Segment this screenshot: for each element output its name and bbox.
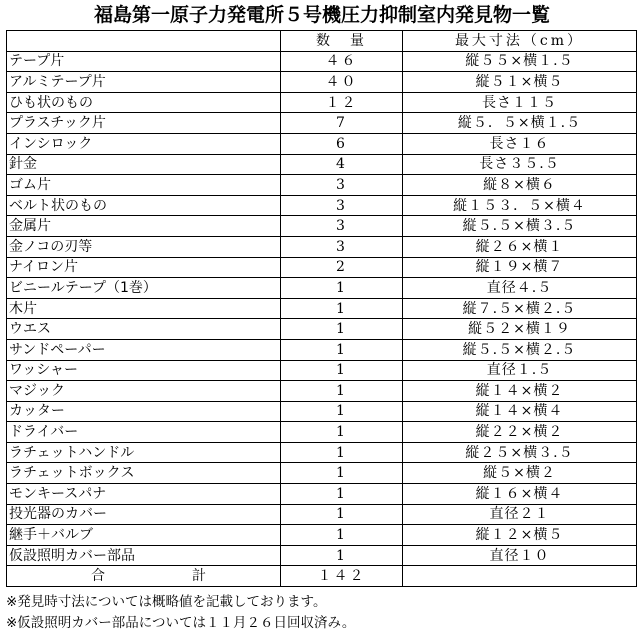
- item-name: 金属片: [7, 216, 281, 237]
- item-size: 縦１６×横４: [403, 484, 637, 505]
- item-size: 縦２５×横３.５: [403, 442, 637, 463]
- item-size: 縦１４×横２: [403, 381, 637, 402]
- item-size: 直径２１: [403, 504, 637, 525]
- item-name: ゴム片: [7, 175, 281, 196]
- item-name: カッター: [7, 401, 281, 422]
- footnote: ※仮設照明カバー部品については１１月２６日回収済み。: [6, 615, 356, 631]
- total-label: [7, 566, 281, 587]
- item-name: ナイロン片: [7, 257, 281, 278]
- item-name: ラチェットハンドル: [7, 442, 281, 463]
- item-quantity: 1: [281, 484, 403, 505]
- table-row: [7, 484, 637, 505]
- table-row: [7, 381, 637, 402]
- total-label-left: 合: [91, 568, 105, 585]
- item-quantity: ４０: [281, 72, 403, 93]
- item-size: 縦５．５×横１.５: [403, 113, 637, 134]
- item-name: 仮設照明カバー部品: [7, 545, 281, 566]
- table-row: [7, 401, 637, 422]
- table-row: [7, 298, 637, 319]
- item-quantity: 1: [281, 422, 403, 443]
- item-name: ウエス: [7, 319, 281, 340]
- table-row: [7, 236, 637, 257]
- table-header-row: [7, 31, 637, 52]
- item-size: 縦２６×横１: [403, 236, 637, 257]
- item-name: 針金: [7, 154, 281, 175]
- item-quantity: 1: [281, 545, 403, 566]
- item-quantity: 1: [281, 339, 403, 360]
- table-row: [7, 154, 637, 175]
- table-row: [7, 133, 637, 154]
- total-label-right: 計: [192, 568, 206, 585]
- item-size: 縦７.５×横２.５: [403, 298, 637, 319]
- table-row: [7, 216, 637, 237]
- document-title: 福島第一原子力発電所５号機圧力抑制室内発見物一覧: [93, 4, 550, 26]
- item-size: 縦５１×横５: [403, 72, 637, 93]
- table-row: [7, 195, 637, 216]
- item-quantity: 4: [281, 154, 403, 175]
- table-body: [7, 51, 637, 566]
- item-quantity: 3: [281, 175, 403, 196]
- found-items-table: [6, 30, 637, 587]
- item-size: 直径１０: [403, 545, 637, 566]
- item-size: 縦５×横２: [403, 463, 637, 484]
- item-name: 金ノコの刃等: [7, 236, 281, 257]
- item-name: ベルト状のもの: [7, 195, 281, 216]
- item-quantity: 3: [281, 216, 403, 237]
- item-size: 縦１２×横５: [403, 525, 637, 546]
- item-size: 縦８×横６: [403, 175, 637, 196]
- item-name: マジック: [7, 381, 281, 402]
- table-row: [7, 360, 637, 381]
- item-size: 縦５２×横１９: [403, 319, 637, 340]
- item-name: ひも状のもの: [7, 92, 281, 113]
- item-quantity: 1: [281, 381, 403, 402]
- item-name: サンドペーパー: [7, 339, 281, 360]
- item-quantity: 1: [281, 319, 403, 340]
- item-name: プラスチック片: [7, 113, 281, 134]
- item-name: インシロック: [7, 133, 281, 154]
- item-size: 長さ３５.５: [403, 154, 637, 175]
- item-quantity: 7: [281, 113, 403, 134]
- header-size: 最大寸法（cm）: [403, 31, 637, 52]
- item-name: モンキースパナ: [7, 484, 281, 505]
- total-quantity: １４２: [281, 566, 403, 587]
- item-name: アルミテープ片: [7, 72, 281, 93]
- item-size: 長さ１６: [403, 133, 637, 154]
- item-quantity: ４６: [281, 51, 403, 72]
- item-quantity: 6: [281, 133, 403, 154]
- item-quantity: 1: [281, 360, 403, 381]
- item-quantity: 1: [281, 401, 403, 422]
- item-quantity: 1: [281, 504, 403, 525]
- table-row: [7, 51, 637, 72]
- item-size: 縦５５×横１.５: [403, 51, 637, 72]
- item-name: ワッシャー: [7, 360, 281, 381]
- table-row: [7, 525, 637, 546]
- item-name: テープ片: [7, 51, 281, 72]
- footnotes: [6, 592, 642, 634]
- total-row: [7, 566, 637, 587]
- item-size: 縦５.５×横３.５: [403, 216, 637, 237]
- table-row: [7, 278, 637, 299]
- item-quantity: 1: [281, 525, 403, 546]
- item-size: 長さ１１５: [403, 92, 637, 113]
- item-size: 直径４.５: [403, 278, 637, 299]
- item-name: ビニールテープ（1巻）: [7, 278, 281, 299]
- item-quantity: 1: [281, 278, 403, 299]
- item-size: 縦１５３．５×横４: [403, 195, 637, 216]
- table-row: [7, 545, 637, 566]
- table-row: [7, 504, 637, 525]
- table-row: [7, 422, 637, 443]
- item-name: 投光器のカバー: [7, 504, 281, 525]
- item-quantity: 1: [281, 442, 403, 463]
- item-size: 縦２２×横２: [403, 422, 637, 443]
- item-name: 木片: [7, 298, 281, 319]
- table-row: [7, 442, 637, 463]
- item-quantity: １２: [281, 92, 403, 113]
- table-row: [7, 463, 637, 484]
- table-row: [7, 72, 637, 93]
- item-name: 継手＋バルブ: [7, 525, 281, 546]
- item-quantity: 2: [281, 257, 403, 278]
- item-quantity: 1: [281, 298, 403, 319]
- table-row: [7, 319, 637, 340]
- header-name: [7, 31, 281, 52]
- item-size: 縦１９×横７: [403, 257, 637, 278]
- total-size: [403, 566, 637, 587]
- item-name: ラチェットボックス: [7, 463, 281, 484]
- item-quantity: 3: [281, 195, 403, 216]
- item-size: 縦５.５×横２.５: [403, 339, 637, 360]
- item-quantity: 3: [281, 236, 403, 257]
- table-row: [7, 92, 637, 113]
- table-row: [7, 113, 637, 134]
- table-row: [7, 175, 637, 196]
- footnote: ※発見時寸法については概略値を記載しております。: [6, 594, 327, 610]
- item-name: ドライバー: [7, 422, 281, 443]
- item-size: 縦１４×横４: [403, 401, 637, 422]
- item-size: 直径１.５: [403, 360, 637, 381]
- table-row: [7, 339, 637, 360]
- item-quantity: 1: [281, 463, 403, 484]
- header-quantity: 数 量: [281, 31, 403, 52]
- table-row: [7, 257, 637, 278]
